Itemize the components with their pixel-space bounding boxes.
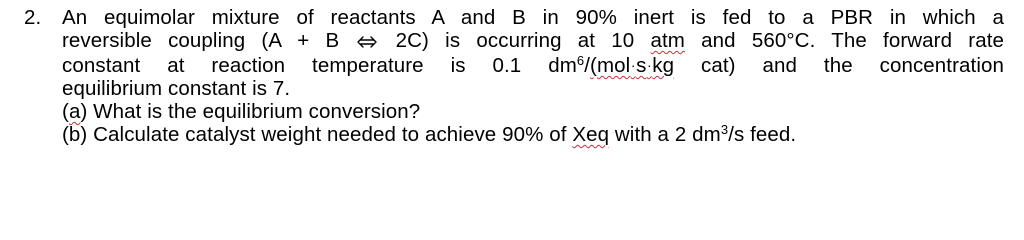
part-a-letter: a xyxy=(68,100,81,123)
problem-number: 2. xyxy=(24,6,42,29)
unit-kg: kg xyxy=(652,54,675,77)
statement-line-1: An equimolar mixture of reactants A and B in 90% inert is fed to a PBR in which a xyxy=(62,6,1004,29)
problem-2 xyxy=(24,6,1004,146)
unit-mol: mol xyxy=(596,54,631,77)
part-a xyxy=(62,100,1004,123)
paren-open: ( xyxy=(62,100,69,123)
dot-separator: · xyxy=(646,57,652,73)
statement-line-2 xyxy=(62,29,1004,54)
statement-line-4: equilibrium constant is 7. xyxy=(62,77,291,100)
unit-s: s xyxy=(636,54,647,77)
dot-separator: · xyxy=(630,57,636,73)
equilibrium-arrow-icon xyxy=(357,31,377,54)
part-b xyxy=(62,123,1004,146)
part-a-question: ) What is the equilibrium conversion? xyxy=(80,100,421,123)
statement-line-3 xyxy=(62,54,1004,77)
concentration-text: cat) and the concentration xyxy=(701,54,1004,77)
feed-text: with a 2 dm xyxy=(614,123,721,146)
dm-exponent: 3 xyxy=(720,122,729,137)
rate-constant-text: constant at reaction temperature is 0.1 dm xyxy=(62,54,577,77)
temperature-text: and 560°C. The forward rate xyxy=(701,29,1004,52)
rate-unit xyxy=(590,54,674,77)
reaction-text: reversible coupling (A + B xyxy=(62,29,340,52)
xeq-term: Xeq xyxy=(572,123,610,146)
part-b-question: (b) Calculate catalyst weight needed to achieve 90% of xyxy=(62,123,567,146)
feed-unit: /s feed. xyxy=(728,123,797,146)
pressure-unit: atm xyxy=(650,29,685,52)
slash: / xyxy=(584,54,591,77)
reaction-product-text: 2C) is occurring at 10 xyxy=(395,29,635,52)
problem-statement xyxy=(62,6,1004,146)
dm-exponent: 6 xyxy=(576,53,585,68)
paren-open: ( xyxy=(590,54,597,77)
